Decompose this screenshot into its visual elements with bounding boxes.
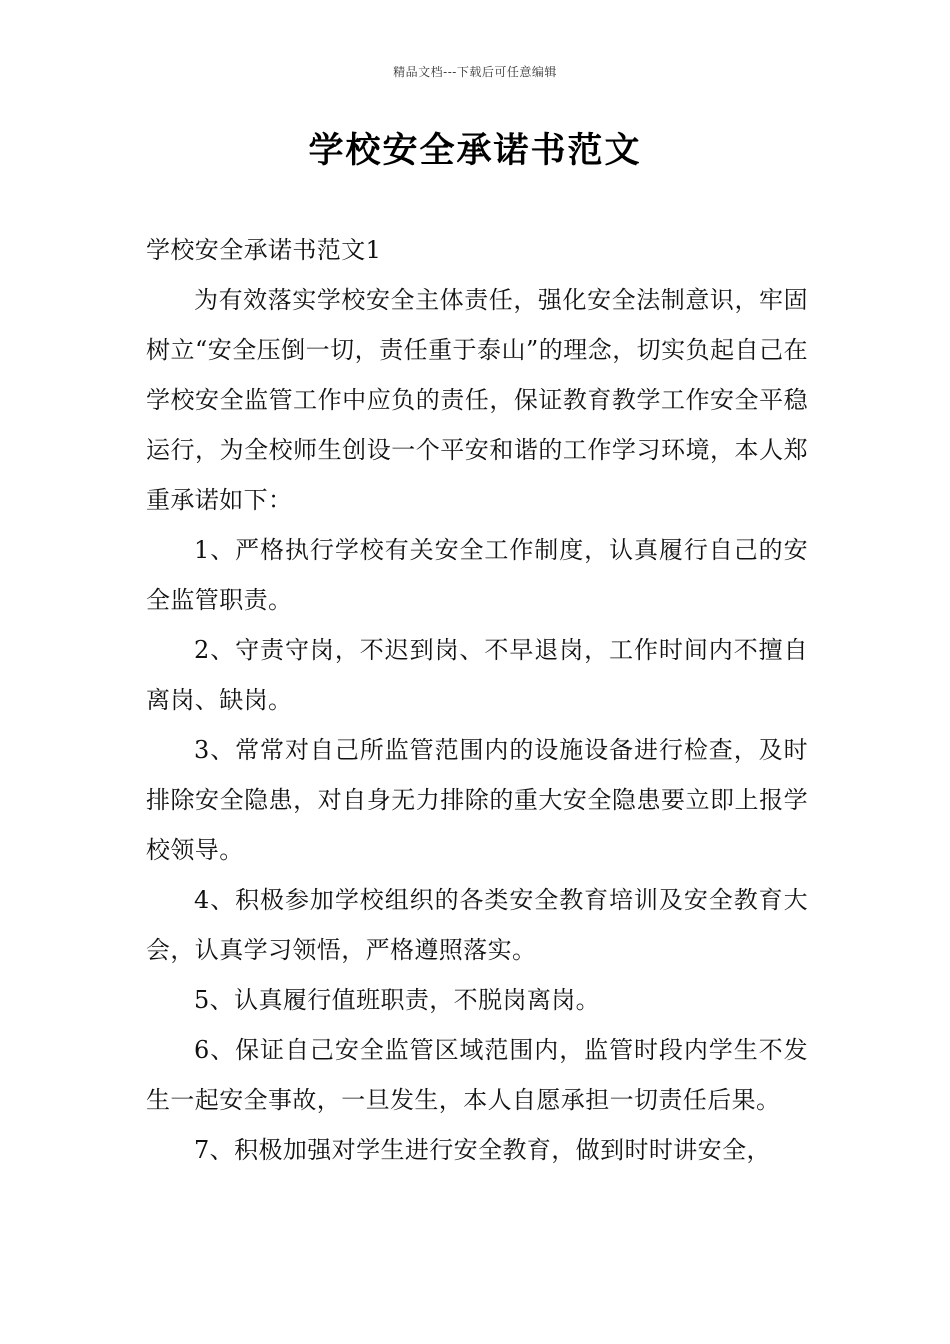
paragraph-item-6: 6、保证自己安全监管区域范围内，监管时段内学生不发生一起安全事故，一旦发生，本人自愿承担一切责任后果。 <box>146 1036 808 1114</box>
section-heading: 学校安全承诺书范文1 <box>146 236 382 264</box>
paragraph-item-5: 5、认真履行值班职责，不脱岗离岗。 <box>194 986 601 1014</box>
paragraph-item-2: 2、守责守岗，不迟到岗、不早退岗，工作时间内不擅自离岗、缺岗。 <box>146 636 808 714</box>
document-body <box>146 225 808 1175</box>
document-title: 学校安全承诺书范文 <box>308 130 642 171</box>
paragraph-item-1: 1、严格执行学校有关安全工作制度，认真履行自己的安全监管职责。 <box>146 536 808 614</box>
paragraph-item-3: 3、常常对自己所监管范围内的设施设备进行检查，及时排除安全隐患，对自身无力排除的重大安全隐患要立即上报学校领导。 <box>146 736 808 864</box>
paragraph-item-4: 4、积极参加学校组织的各类安全教育培训及安全教育大会，认真学习领悟，严格遵照落实。 <box>146 886 808 964</box>
header-note: 精品文档---下载后可任意编辑 <box>393 65 557 79</box>
paragraph-intro: 为有效落实学校安全主体责任，强化安全法制意识，牢固树立“安全压倒一切，责任重于泰山”的理念，切实负起自己在学校安全监管工作中应负的责任，保证教育教学工作安全平稳运行，为全校师生创设一个平安和谐的工作学习环境，本人郑重承诺如下： <box>146 286 808 514</box>
paragraph-item-7: 7、积极加强对学生进行安全教育，做到时时讲安全， <box>194 1136 771 1164</box>
